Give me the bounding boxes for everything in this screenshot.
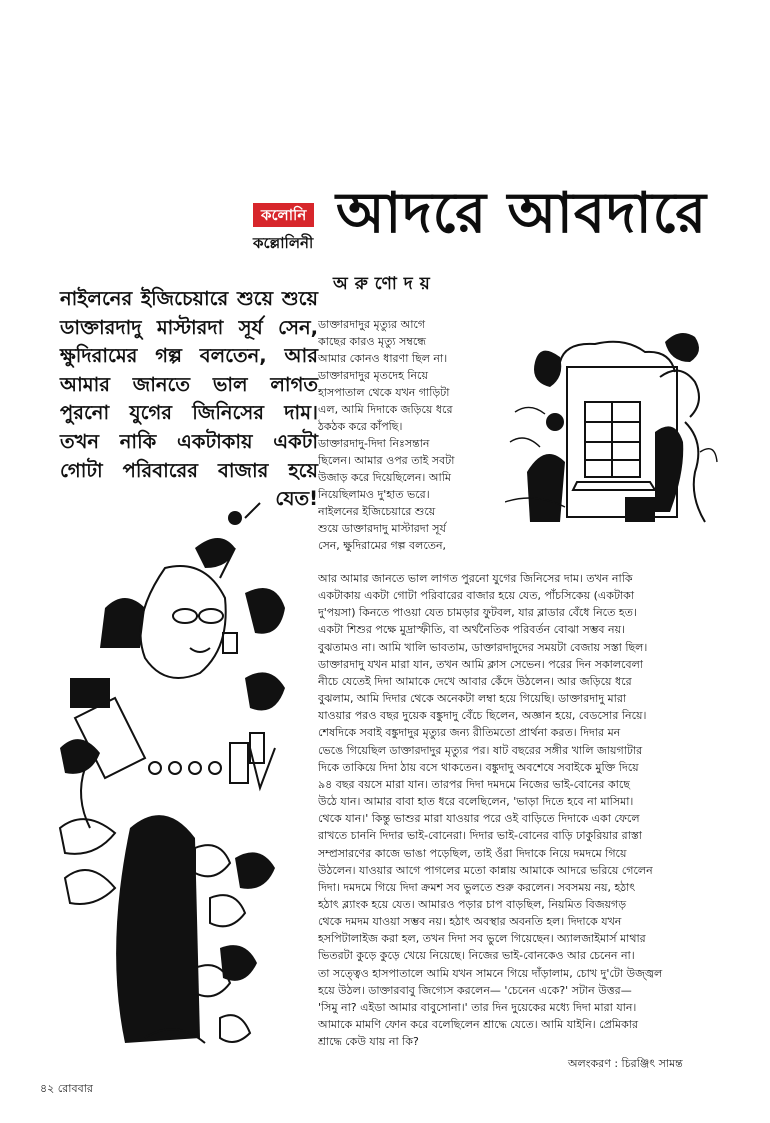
page-folio: ৪২ রোববার [40,1082,93,1095]
body-line: থেকে দমদম যাওয়া সম্ভব নয়। হঠাৎ অবস্থার অবনতি হল। দিদাকে যখন [318,915,622,929]
body-line: ডাক্তারদাদুর মৃতদেহ নিয়ে [318,369,428,382]
body-line: হসপিটালাইজ করা হল, তখন দিদা সব ভুলে গিয়েছেন। অ্যালজাইমার্স মাথার [318,932,646,946]
house-illustration [505,322,720,532]
body-line: বুঝতামও না। আমি খালি ভাবতাম, ডাক্তারদাদুদের সময়টা বেজায় সস্তা ছিল। [318,640,648,654]
section-tag: কলোনি [253,203,314,227]
body-line: ডাক্তারদাদুর মৃত্যুর আগে [318,318,426,331]
body-line: শুয়ে ডাক্তারদাদু মাস্টারদা সূর্য [318,522,446,535]
illustration-credit: অলংকরণ : চিরঞ্জিৎ সামন্ত [568,1057,683,1070]
body-line: আমাকে মামণি ফোন করে বলেছিলেন শ্রাদ্ধে যেতে। আমি যাইনি। প্রেমিকার [318,1018,639,1032]
body-line: ছিলেন। আমার ওপর তাই সবটা [318,454,455,467]
body-line: হাসপাতাল থেকে যখন গাড়িটা [318,386,450,399]
body-line: উঠলেন। যাওয়ার আগে পাগলের মতো কান্নায় আমাকে আদরে ভরিয়ে গেলেন [318,863,653,877]
body-line: দু'পয়সা) কিনতে পাওয়া যেত চামড়ার ফুটবল, যার ব্লাডার বেঁধে নিতে হত। [318,606,637,620]
body-line: সেন, ক্ষুদিরামের গল্প বলতেন, [318,539,447,552]
body-line: একটা শিশুর পক্ষে মুদ্রাস্ফীতি, বা অর্থনৈতিক পরিবর্তন বোঝা সম্ভব নয়। [318,623,626,637]
body-line: ঠকঠক করে কাঁপছি। [318,420,403,433]
section-subtitle: কল্লোলিনী [253,234,314,252]
body-line: উঠে যান। আমার বাবা হাত ধরে বলেছিলেন, 'ভাড়া দিতে হবে না মাসিমা। [318,795,634,809]
body-line: আর আমার জানতে ভাল লাগত পুরনো যুগের জিনিসের দাম। তখন নাকি [318,572,633,585]
body-line: থেকে যান।' কিন্তু ভাশুর মারা যাওয়ার পরে ওই বাড়িতে দিদাকে একা ফেলে [318,812,640,826]
body-column-wide [318,570,708,1050]
body-line: দিদা। দমদমে গিয়ে দিদা ক্রমশ সব ভুলতে শুরু করলেন। সবসময় নয়, হঠাৎ [318,880,636,894]
body-column-narrow [318,316,496,554]
body-line: বুঝলাম, আমি দিদার থেকে অনেকটা লম্বা হয়ে গিয়েছি। ডাক্তারদাদু মারা [318,692,627,706]
body-line: দিকে তাকিয়ে দিদা ঠায় বসে থাকতেন। বঙ্কুদাদু অবশেষে সবাইকে মুক্তি দিয়ে [318,760,639,774]
body-line: শ্রাদ্ধে কেউ যায় না কি? [318,1035,419,1049]
article-title: আদরে আবদারে [336,180,707,246]
body-line: যাওয়ার পরও বছর দুয়েক বঙ্কুদাদু বেঁচে ছিলেন, অজ্ঞান হয়ে, বেডসোর নিয়ে। [318,709,647,723]
body-line: ডাক্তারদাদু যখন মারা যান, তখন আমি ক্লাস সেভেন। পরের দিন সকালবেলা [318,657,643,671]
body-line: হয়ে উঠল। ডাক্তারবাবু জিগ্যেস করলেন— 'চেনেন একে?' সটান উত্তর— [318,983,632,997]
body-line: ৯৪ বছর বয়সে মারা যান। তারপর দিদা দমদমে নিজের ভাই-বোনের কাছে [318,777,630,791]
author-byline: অরুণোদয় [333,274,437,294]
body-line: সম্প্রসারণের কাজে ভাঙা পড়েছিল, তাই ওঁরা দিদাকে নিয়ে দমদমে গিয়ে [318,846,627,860]
body-line: নীচে যেতেই দিদা আমাকে দেখে আবার কেঁদে উঠলেন। আর জড়িয়ে ধরে [318,674,632,688]
body-line: রাখতে চাননি দিদার ভাই-বোনেরা। দিদার ভাই-বোনের বাড়ি ঢাকুরিয়ার রাস্তা [318,829,642,843]
body-line: ভেঙে গিয়েছিল ডাক্তারদাদুর মৃত্যুর পর। ষাট বছরের সঙ্গীর খালি জায়গাটার [318,743,643,757]
body-line: ডাক্তারদাদু-দিদা নিঃসন্তান [318,437,430,450]
woman-illustration [45,498,295,1063]
body-line: উজাড় করে দিয়েছিলেন। আমি [318,471,451,484]
body-line: তা সত্ত্বেও হাসপাতালে আমি যখন সামনে গিয়ে দাঁড়ালাম, চোখ দু'টো উজ্জ্বল [318,966,663,980]
body-line: 'সিমু না? এইডা আমার বাবুসোনা।' তার দিন দুয়েকের মধ্যে দিদা মারা যান। [318,1000,637,1014]
body-line: হঠাৎ ব্ল্যাংক হয়ে যেত। আমারও পড়ার চাপ বাড়ছিল, নিয়মিত বিজয়গড় [318,897,627,911]
body-line: কাছের কারও মৃত্যু সম্বন্ধে [318,335,426,348]
body-line: এল, আমি দিদাকে জড়িয়ে ধরে [318,403,453,416]
body-line: আমার কোনও ধারণা ছিল না। [318,352,448,365]
pull-quote: নাইলনের ইজিচেয়ারে শুয়ে শুয়ে ডাক্তারদাদু মাস্টারদা সূর্য সেন, ক্ষুদিরামের গল্প বলতেন, আর আমার জানতে ভাল লাগত পুরনো যুগের জিনিসের দাম। তখন নাকি একটাকায় একটা গোটা পরিবারের বাজার হয়ে যেত! [60,287,318,511]
body-line: একটাকায় একটা গোটা পরিবারের বাজার হয়ে যেত, পাঁচসিকেয় (একটাকা [318,589,635,603]
body-line: নাইলনের ইজিচেয়ারে শুয়ে [318,505,436,518]
body-line: শেষদিকে সবাই বঙ্কুদাদুর মৃত্যুর জন্য রীতিমতো প্রার্থনা করত। দিদার মন [318,726,621,740]
body-line: নিয়েছিলামও দু'হাত ভরে। [318,488,430,501]
body-line: ভিতরটা কুড়ে কুড়ে খেয়ে নিয়েছে। নিজের ভাই-বোনকেও আর চেনেন না। [318,949,635,963]
